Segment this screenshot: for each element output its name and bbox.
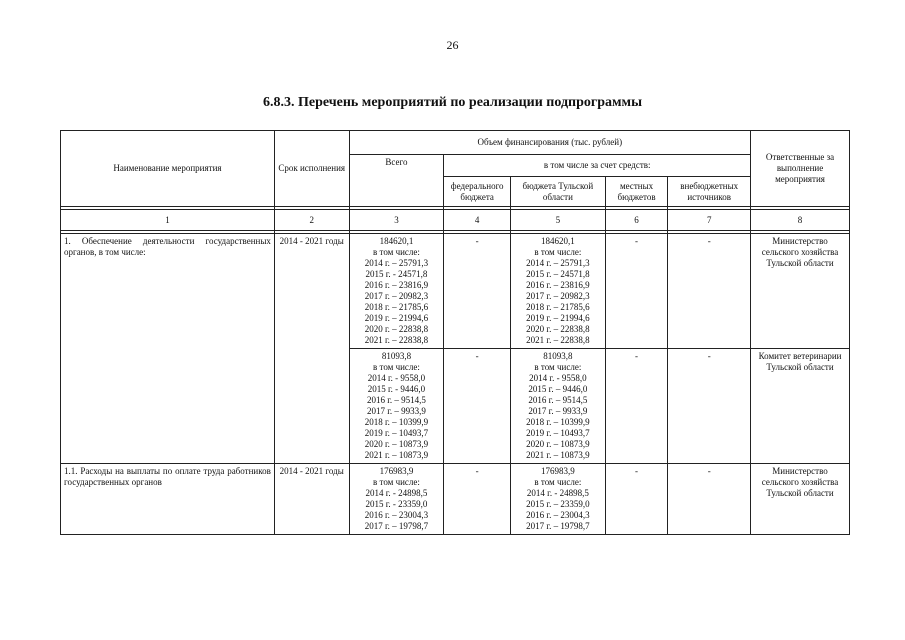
total-line: 2021 г. – 22838,8 (364, 335, 429, 345)
regional-line: 2020 г. – 22838,8 (526, 324, 590, 334)
regional-line: 2019 г. – 10493,7 (526, 428, 590, 438)
total-line: 2020 г. – 10873,9 (364, 439, 429, 449)
responsible-cell: Министерство сельского хозяйства Тульской области (751, 234, 850, 349)
regional-line: 2014 г. – 25791,3 (526, 258, 590, 268)
regional-line: 2015 г. – 24571,8 (526, 269, 590, 279)
total-line: 2019 г. – 21994,6 (364, 313, 429, 323)
total-line: 2014 г. - 9558,0 (367, 373, 426, 383)
header-federal: федерального бюджета (444, 177, 511, 207)
column-number-row (61, 210, 850, 231)
total-line: 176983,9 (379, 466, 414, 476)
total-line: в том числе: (373, 247, 420, 257)
regional-line: 2017 г. – 20982,3 (526, 291, 590, 301)
total-cell (349, 349, 444, 464)
regional-line: в том числе: (534, 362, 582, 372)
activity-term: 2014 - 2021 годы (274, 234, 349, 464)
regional-line: 2021 г. – 10873,9 (526, 450, 590, 460)
total-cell (349, 464, 444, 535)
table-row (61, 464, 850, 535)
regional-line: 2016 г. – 23816,9 (526, 280, 590, 290)
activity-name: 1. Обеспечение деятельности государственных органов, в том числе: (61, 234, 275, 464)
table-row (61, 234, 850, 349)
regional-line: 2019 г. – 21994,6 (526, 313, 590, 323)
regional-cell (510, 349, 605, 464)
column-number: 5 (510, 210, 605, 231)
column-number: 7 (668, 210, 751, 231)
total-line: 2014 г. – 25791,3 (364, 258, 429, 268)
total-line: 2017 г. – 19798,7 (364, 521, 429, 531)
total-line: 2016 г. – 23004,3 (364, 510, 429, 520)
extra-cell: - (668, 234, 751, 349)
regional-line: 2014 г. - 24898,5 (526, 488, 589, 498)
regional-line: 2015 г. – 9446,0 (528, 384, 588, 394)
regional-cell (510, 464, 605, 535)
activity-name: 1.1. Расходы на выплаты по оплате труда работников государственных органов (61, 464, 275, 535)
header-local: местных бюджетов (605, 177, 668, 207)
regional-cell (510, 234, 605, 349)
regional-line: 2016 г. – 23004,3 (526, 510, 590, 520)
federal-cell: - (444, 464, 511, 535)
responsible-cell: Министерство сельского хозяйства Тульской области (751, 464, 850, 535)
activity-term: 2014 - 2021 годы (274, 464, 349, 535)
total-line: 81093,8 (381, 351, 412, 361)
regional-line: в том числе: (534, 477, 582, 487)
total-line: 2018 г. – 21785,6 (364, 302, 429, 312)
total-cell (349, 234, 444, 349)
column-number: 2 (274, 210, 349, 231)
regional-line: в том числе: (534, 247, 582, 257)
extra-cell: - (668, 464, 751, 535)
column-number: 4 (444, 210, 511, 231)
activities-table (60, 130, 850, 535)
page-number: 26 (446, 38, 459, 52)
total-line: 2014 г. - 24898,5 (365, 488, 428, 498)
total-line: в том числе: (373, 477, 420, 487)
regional-line: 184620,1 (540, 236, 575, 246)
local-cell: - (605, 349, 668, 464)
extra-cell: - (668, 349, 751, 464)
total-line: 2020 г. – 22838,8 (364, 324, 429, 334)
federal-cell: - (444, 349, 511, 464)
regional-line: 2020 г. – 10873,9 (526, 439, 590, 449)
total-line: 2016 г. – 9514,5 (366, 395, 426, 405)
section-title: 6.8.3. Перечень мероприятий по реализации подпрограммы (262, 95, 643, 110)
federal-cell: - (444, 234, 511, 349)
regional-line: 81093,8 (543, 351, 573, 361)
regional-line: 2016 г. – 9514,5 (528, 395, 588, 405)
total-line: 184620,1 (379, 236, 414, 246)
column-number: 1 (61, 210, 275, 231)
total-line: 2018 г. – 10399,9 (364, 417, 429, 427)
total-line: 2019 г. – 10493,7 (364, 428, 429, 438)
header-term: Срок исполнения (274, 131, 349, 207)
total-line: 2017 г. – 20982,3 (364, 291, 429, 301)
regional-line: 2014 г. - 9558,0 (529, 373, 587, 383)
header-extra: внебюджетных источников (668, 177, 751, 207)
total-line: 2015 г. - 24571,8 (365, 269, 428, 279)
responsible-cell: Комитет ветеринарии Тульской области (751, 349, 850, 464)
header-regional: бюджета Тульской области (510, 177, 605, 207)
regional-line: 176983,9 (540, 466, 575, 476)
total-line: 2021 г. – 10873,9 (364, 450, 429, 460)
header-responsible: Ответственные за выполнение мероприятия (751, 131, 850, 207)
regional-line: 2017 г. – 9933,9 (528, 406, 588, 416)
regional-line: 2018 г. – 10399,9 (526, 417, 590, 427)
total-line: 2016 г. – 23816,9 (364, 280, 429, 290)
regional-line: 2021 г. – 22838,8 (526, 335, 590, 345)
regional-line: 2018 г. – 21785,6 (526, 302, 590, 312)
column-number: 3 (349, 210, 444, 231)
local-cell: - (605, 234, 668, 349)
header-name: Наименование мероприятия (61, 131, 275, 207)
total-line: 2015 г. - 9446,0 (367, 384, 426, 394)
header-funding: Объем финансирования (тыс. рублей) (349, 131, 751, 155)
column-number: 8 (751, 210, 850, 231)
regional-line: 2017 г. – 19798,7 (526, 521, 590, 531)
total-line: 2015 г. - 23359,0 (365, 499, 428, 509)
header-including: в том числе за счет средств: (444, 155, 751, 177)
total-line: 2017 г. – 9933,9 (366, 406, 426, 416)
header-total: Всего (349, 155, 444, 207)
column-number: 6 (605, 210, 668, 231)
local-cell: - (605, 464, 668, 535)
regional-line: 2015 г. – 23359,0 (526, 499, 590, 509)
total-line: в том числе: (373, 362, 420, 372)
